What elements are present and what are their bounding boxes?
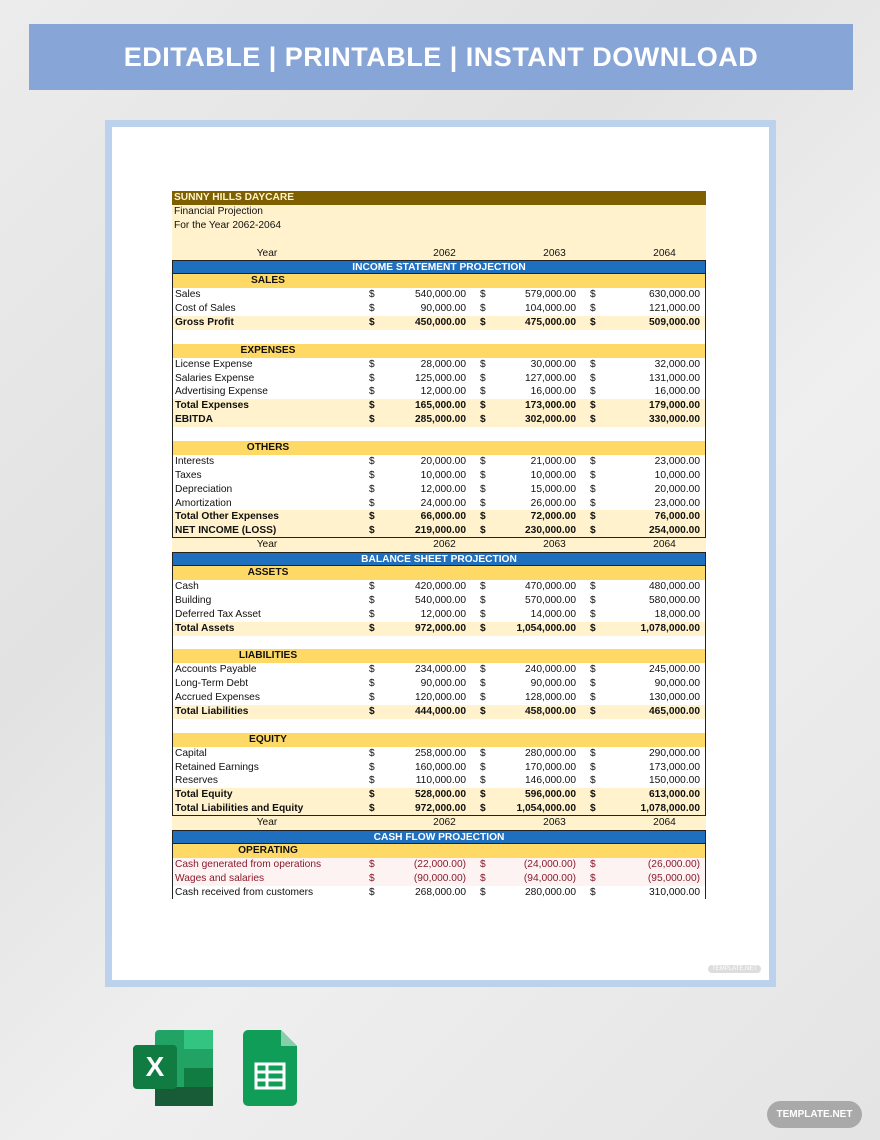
row-value: 165,000.00: [415, 400, 466, 412]
table-row: [172, 510, 706, 524]
row-value: 23,000.00: [654, 497, 700, 509]
year-label: Year: [256, 539, 278, 551]
currency-symbol: $: [480, 747, 486, 759]
row-value: 18,000.00: [654, 608, 700, 620]
row-value: 10,000.00: [654, 469, 700, 481]
row-value: 579,000.00: [525, 289, 576, 301]
row-value: 173,000.00: [525, 400, 576, 412]
table-row: [172, 677, 706, 691]
row-value: 32,000.00: [654, 358, 700, 370]
currency-symbol: $: [590, 789, 596, 801]
row-label: Cash received from customers: [175, 886, 314, 898]
currency-symbol: $: [590, 414, 596, 426]
currency-symbol: $: [480, 608, 486, 620]
row-label: Reserves: [175, 775, 219, 787]
group-header: [172, 649, 706, 663]
row-value: 310,000.00: [649, 886, 700, 898]
currency-symbol: $: [590, 580, 596, 592]
row-value: 15,000.00: [530, 483, 576, 495]
row-label: Deferred Tax Asset: [175, 608, 261, 620]
year-header-row: [172, 816, 706, 830]
template-net-badge[interactable]: TEMPLATE.NET: [767, 1101, 862, 1128]
section-title: INCOME STATEMENT PROJECTION: [352, 262, 526, 274]
currency-symbol: $: [480, 580, 486, 592]
year-1: 2063: [543, 817, 566, 829]
spacer-row: [172, 233, 706, 247]
group-header: [172, 441, 706, 455]
row-value: 160,000.00: [415, 761, 466, 773]
section-title: CASH FLOW PROJECTION: [373, 831, 505, 843]
row-value: 540,000.00: [415, 289, 466, 301]
currency-symbol: $: [480, 678, 486, 690]
currency-symbol: $: [480, 886, 486, 898]
year-0: 2062: [433, 247, 456, 259]
row-value: 20,000.00: [654, 483, 700, 495]
currency-symbol: $: [369, 886, 375, 898]
row-value: 630,000.00: [649, 289, 700, 301]
table-row: [172, 358, 706, 372]
table-row: [172, 302, 706, 316]
section-title: BALANCE SHEET PROJECTION: [361, 554, 517, 566]
currency-symbol: $: [480, 414, 486, 426]
currency-symbol: $: [590, 761, 596, 773]
group-header: [172, 344, 706, 358]
subtitle-row: [172, 205, 706, 219]
row-label: EBITDA: [175, 414, 213, 426]
row-value: 12,000.00: [420, 608, 466, 620]
currency-symbol: $: [369, 525, 375, 537]
currency-symbol: $: [369, 872, 375, 884]
row-value: 128,000.00: [525, 692, 576, 704]
currency-symbol: $: [369, 511, 375, 523]
row-value: 580,000.00: [649, 594, 700, 606]
row-value: 245,000.00: [649, 664, 700, 676]
row-value: 240,000.00: [525, 664, 576, 676]
row-value: 179,000.00: [649, 400, 700, 412]
row-label: Total Liabilities: [175, 705, 249, 717]
row-value: 127,000.00: [525, 372, 576, 384]
currency-symbol: $: [369, 692, 375, 704]
row-value: 234,000.00: [415, 664, 466, 676]
year-1: 2063: [543, 539, 566, 551]
currency-symbol: $: [369, 317, 375, 329]
section-header: [172, 260, 706, 274]
currency-symbol: $: [369, 469, 375, 481]
row-value: 290,000.00: [649, 747, 700, 759]
table-row: [172, 747, 706, 761]
section-header: [172, 830, 706, 844]
row-label: Cash: [175, 580, 199, 592]
currency-symbol: $: [480, 497, 486, 509]
currency-symbol: $: [590, 622, 596, 634]
company-name: SUNNY HILLS DAYCARE: [174, 192, 295, 203]
table-row: [172, 497, 706, 511]
row-label: Capital: [175, 747, 207, 759]
row-value: 540,000.00: [415, 594, 466, 606]
currency-symbol: $: [480, 469, 486, 481]
row-label: Accrued Expenses: [175, 692, 260, 704]
currency-symbol: $: [590, 289, 596, 301]
row-label: Interests: [175, 455, 215, 467]
row-label: NET INCOME (LOSS): [175, 525, 277, 537]
blank-row: [172, 719, 706, 733]
table-row: [172, 761, 706, 775]
row-value: (24,000.00): [523, 858, 576, 870]
row-label: Total Equity: [175, 789, 233, 801]
row-value: 170,000.00: [525, 761, 576, 773]
currency-symbol: $: [480, 761, 486, 773]
row-value: 1,078,000.00: [640, 622, 700, 634]
row-value: 110,000.00: [415, 775, 466, 787]
row-value: 280,000.00: [525, 886, 576, 898]
row-value: 90,000.00: [420, 303, 466, 315]
row-value: 24,000.00: [420, 497, 466, 509]
year-label: Year: [256, 247, 278, 259]
row-label: Long-Term Debt: [175, 678, 249, 690]
row-value: 10,000.00: [420, 469, 466, 481]
currency-symbol: $: [590, 747, 596, 759]
row-value: 146,000.00: [525, 775, 576, 787]
svg-text:X: X: [145, 1051, 165, 1082]
group-title: SALES: [251, 275, 285, 287]
table-row: [172, 663, 706, 677]
currency-symbol: $: [590, 386, 596, 398]
currency-symbol: $: [590, 511, 596, 523]
currency-symbol: $: [480, 511, 486, 523]
row-value: 76,000.00: [654, 511, 700, 523]
row-value: (94,000.00): [523, 872, 576, 884]
group-title: EXPENSES: [240, 344, 296, 356]
excel-icon: [133, 1030, 213, 1106]
blank-row: [172, 330, 706, 344]
row-value: 16,000.00: [530, 386, 576, 398]
row-value: 1,054,000.00: [516, 803, 576, 815]
table-row: [172, 524, 706, 538]
currency-symbol: $: [480, 775, 486, 787]
currency-symbol: $: [480, 303, 486, 315]
row-label: Accounts Payable: [175, 664, 257, 676]
row-value: 285,000.00: [415, 414, 466, 426]
currency-symbol: $: [590, 678, 596, 690]
row-label: Total Other Expenses: [175, 511, 279, 523]
row-label: Sales: [175, 289, 201, 301]
table-row: [172, 608, 706, 622]
row-value: 465,000.00: [649, 705, 700, 717]
row-value: 972,000.00: [415, 622, 466, 634]
currency-symbol: $: [590, 705, 596, 717]
google-sheets-icon: [243, 1030, 297, 1106]
currency-symbol: $: [369, 803, 375, 815]
row-value: 90,000.00: [530, 678, 576, 690]
table-row: [172, 594, 706, 608]
group-header: [172, 274, 706, 288]
table-row: [172, 788, 706, 802]
table-row: [172, 483, 706, 497]
row-label: Taxes: [175, 469, 202, 481]
row-value: 268,000.00: [415, 886, 466, 898]
row-value: 302,000.00: [525, 414, 576, 426]
year-0: 2062: [433, 539, 456, 551]
currency-symbol: $: [590, 872, 596, 884]
row-value: 596,000.00: [525, 789, 576, 801]
currency-symbol: $: [480, 803, 486, 815]
group-title: OPERATING: [238, 844, 298, 856]
row-value: 23,000.00: [654, 455, 700, 467]
table-row: [172, 288, 706, 302]
blank-row: [172, 636, 706, 650]
row-label: Retained Earnings: [175, 761, 259, 773]
row-value: 613,000.00: [649, 789, 700, 801]
currency-symbol: $: [369, 594, 375, 606]
currency-symbol: $: [590, 317, 596, 329]
table-row: [172, 622, 706, 636]
spreadsheet: [172, 191, 706, 899]
currency-symbol: $: [590, 483, 596, 495]
currency-symbol: $: [590, 803, 596, 815]
currency-symbol: $: [590, 400, 596, 412]
watermark: TEMPLATE.NET: [708, 965, 761, 973]
currency-symbol: $: [369, 580, 375, 592]
row-value: 90,000.00: [420, 678, 466, 690]
row-value: 16,000.00: [654, 386, 700, 398]
blank-row: [172, 427, 706, 441]
table-row: [172, 858, 706, 872]
table-row: [172, 872, 706, 886]
row-value: 10,000.00: [530, 469, 576, 481]
row-label: Advertising Expense: [175, 386, 268, 398]
currency-symbol: $: [590, 497, 596, 509]
table-row: [172, 372, 706, 386]
row-value: (95,000.00): [647, 872, 700, 884]
year-header-row: [172, 538, 706, 552]
currency-symbol: $: [480, 664, 486, 676]
row-value: 12,000.00: [420, 483, 466, 495]
year-1: 2063: [543, 247, 566, 259]
row-value: 444,000.00: [415, 705, 466, 717]
currency-symbol: $: [480, 372, 486, 384]
currency-symbol: $: [480, 386, 486, 398]
currency-symbol: $: [369, 358, 375, 370]
row-label: Depreciation: [175, 483, 233, 495]
currency-symbol: $: [480, 872, 486, 884]
table-row: [172, 455, 706, 469]
currency-symbol: $: [590, 372, 596, 384]
row-value: (90,000.00): [413, 872, 466, 884]
currency-symbol: $: [369, 678, 375, 690]
currency-symbol: $: [480, 525, 486, 537]
year-header-row: [172, 247, 706, 261]
table-row: [172, 469, 706, 483]
row-value: 570,000.00: [525, 594, 576, 606]
table-row: [172, 802, 706, 816]
table-row: [172, 705, 706, 719]
currency-symbol: $: [369, 483, 375, 495]
currency-symbol: $: [369, 608, 375, 620]
currency-symbol: $: [369, 705, 375, 717]
currency-symbol: $: [369, 622, 375, 634]
row-value: 219,000.00: [415, 525, 466, 537]
row-value: 450,000.00: [415, 317, 466, 329]
table-row: [172, 399, 706, 413]
currency-symbol: $: [590, 303, 596, 315]
row-value: 254,000.00: [649, 525, 700, 537]
row-value: 72,000.00: [530, 511, 576, 523]
row-label: Total Liabilities and Equity: [175, 803, 304, 815]
currency-symbol: $: [480, 789, 486, 801]
row-value: (26,000.00): [647, 858, 700, 870]
currency-symbol: $: [590, 608, 596, 620]
year-label: Year: [256, 817, 278, 829]
row-value: 480,000.00: [649, 580, 700, 592]
year-2: 2064: [653, 247, 676, 259]
currency-symbol: $: [369, 789, 375, 801]
row-value: 125,000.00: [415, 372, 466, 384]
row-label: Amortization: [175, 497, 232, 509]
currency-symbol: $: [590, 469, 596, 481]
row-value: 280,000.00: [525, 747, 576, 759]
currency-symbol: $: [480, 289, 486, 301]
currency-symbol: $: [480, 483, 486, 495]
row-value: 230,000.00: [525, 525, 576, 537]
table-row: [172, 385, 706, 399]
row-value: 972,000.00: [415, 803, 466, 815]
row-value: 509,000.00: [649, 317, 700, 329]
row-label: Gross Profit: [175, 317, 234, 329]
currency-symbol: $: [369, 400, 375, 412]
row-label: Total Expenses: [175, 400, 249, 412]
row-label: Cost of Sales: [175, 303, 236, 315]
currency-symbol: $: [480, 400, 486, 412]
currency-symbol: $: [480, 358, 486, 370]
row-value: 131,000.00: [649, 372, 700, 384]
currency-symbol: $: [369, 289, 375, 301]
row-label: Total Assets: [175, 622, 235, 634]
year-2: 2064: [653, 539, 676, 551]
row-value: 470,000.00: [525, 580, 576, 592]
row-label: Cash generated from operations: [175, 858, 322, 870]
currency-symbol: $: [590, 775, 596, 787]
currency-symbol: $: [369, 747, 375, 759]
row-label: License Expense: [175, 358, 253, 370]
currency-symbol: $: [590, 692, 596, 704]
row-value: 14,000.00: [530, 608, 576, 620]
currency-symbol: $: [369, 455, 375, 467]
currency-symbol: $: [369, 372, 375, 384]
currency-symbol: $: [480, 622, 486, 634]
row-value: 528,000.00: [415, 789, 466, 801]
section-header: [172, 552, 706, 566]
row-value: 420,000.00: [415, 580, 466, 592]
company-name-row: [172, 191, 706, 205]
row-value: 30,000.00: [530, 358, 576, 370]
subtitle: Financial Projection: [174, 205, 263, 217]
currency-symbol: $: [590, 886, 596, 898]
row-value: 90,000.00: [654, 678, 700, 690]
currency-symbol: $: [369, 303, 375, 315]
currency-symbol: $: [369, 858, 375, 870]
row-value: 121,000.00: [649, 303, 700, 315]
currency-symbol: $: [369, 761, 375, 773]
table-row: [172, 316, 706, 330]
row-label: Building: [175, 594, 212, 606]
currency-symbol: $: [590, 664, 596, 676]
table-row: [172, 774, 706, 788]
row-value: 173,000.00: [649, 761, 700, 773]
currency-symbol: $: [480, 858, 486, 870]
row-value: 66,000.00: [420, 511, 466, 523]
group-title: EQUITY: [249, 733, 287, 745]
currency-symbol: $: [480, 317, 486, 329]
row-value: 12,000.00: [420, 386, 466, 398]
row-value: 28,000.00: [420, 358, 466, 370]
row-label: Salaries Expense: [175, 372, 255, 384]
currency-symbol: $: [480, 455, 486, 467]
promo-banner: EDITABLE | PRINTABLE | INSTANT DOWNLOAD: [29, 24, 853, 90]
currency-symbol: $: [480, 594, 486, 606]
table-row: [172, 691, 706, 705]
currency-symbol: $: [590, 358, 596, 370]
currency-symbol: $: [480, 692, 486, 704]
table-row: [172, 413, 706, 427]
group-header: [172, 844, 706, 858]
table-row: [172, 580, 706, 594]
row-value: 1,054,000.00: [516, 622, 576, 634]
period: For the Year 2062-2064: [174, 219, 282, 231]
currency-symbol: $: [369, 775, 375, 787]
group-header: [172, 733, 706, 747]
row-value: 150,000.00: [649, 775, 700, 787]
period-row: [172, 219, 706, 233]
currency-symbol: $: [369, 386, 375, 398]
currency-symbol: $: [369, 664, 375, 676]
row-value: (22,000.00): [413, 858, 466, 870]
group-header: [172, 566, 706, 580]
currency-symbol: $: [590, 455, 596, 467]
row-label: Wages and salaries: [175, 872, 265, 884]
currency-symbol: $: [369, 414, 375, 426]
row-value: 104,000.00: [525, 303, 576, 315]
group-title: LIABILITIES: [238, 650, 298, 662]
row-value: 458,000.00: [525, 705, 576, 717]
year-0: 2062: [433, 817, 456, 829]
row-value: 20,000.00: [420, 455, 466, 467]
row-value: 120,000.00: [415, 692, 466, 704]
row-value: 258,000.00: [415, 747, 466, 759]
row-value: 330,000.00: [649, 414, 700, 426]
year-2: 2064: [653, 817, 676, 829]
row-value: 1,078,000.00: [640, 803, 700, 815]
group-title: ASSETS: [247, 567, 289, 579]
row-value: 130,000.00: [649, 692, 700, 704]
row-value: 26,000.00: [530, 497, 576, 509]
row-value: 475,000.00: [525, 317, 576, 329]
row-value: 21,000.00: [530, 455, 576, 467]
currency-symbol: $: [369, 497, 375, 509]
currency-symbol: $: [590, 525, 596, 537]
currency-symbol: $: [590, 594, 596, 606]
currency-symbol: $: [590, 858, 596, 870]
table-row: [172, 886, 706, 900]
group-title: OTHERS: [246, 442, 290, 454]
currency-symbol: $: [480, 705, 486, 717]
